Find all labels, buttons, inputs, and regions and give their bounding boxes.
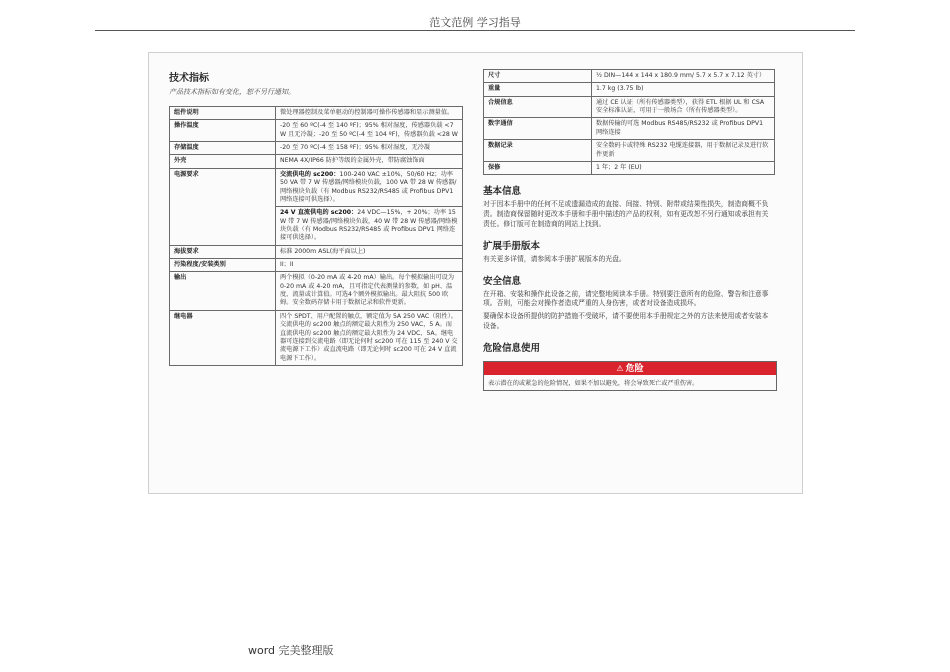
spec-key: 污染程度/安装类别 (170, 259, 276, 272)
danger-bar (484, 362, 776, 375)
spec-key: 重量 (484, 83, 592, 96)
spec-value: -20 至 60 ºC(-4 至 140 ºF)；95% 相对湿度，传感器负载 <7 W 且无冷凝；-20 至 50 ºC(-4 至 104 ºF)，传感器负载 <28 W (276, 120, 463, 142)
table-row (170, 272, 463, 310)
spec-value: NEMA 4X/IP66 防护等级的金属外壳，带防腐蚀饰面 (276, 155, 463, 168)
dc-power-label: 24 V 直流供电的 sc200： (280, 209, 358, 217)
spec-value: 数据传输的可选 Modbus RS485/RS232 或 Profibus DPV1 网络连接 (592, 118, 775, 140)
right-column (483, 69, 775, 391)
spec-key: 合规信息 (484, 96, 592, 118)
extended-manual-heading: 扩展手册版本 (483, 240, 541, 252)
spec-table-left (169, 106, 463, 366)
table-row (484, 140, 775, 162)
danger-usage-heading: 危险信息使用 (483, 342, 541, 354)
spec-key: 数据记录 (484, 140, 592, 162)
spec-key: 操作温度 (170, 120, 276, 142)
dc-power-text: 24 VDC—15%，+ 20%；功率 15 W 带 7 W 传感器/网络模块负载，40 W 带 28 W 传感器/网络模块负载（有 Modbus RS232/RS485 或 Profibus DPV1 网络连接可供选择）。 (280, 209, 458, 242)
spec-value: II；II (276, 259, 463, 272)
spec-value: 四个 SPDT、用户配置的触点，额定值为 5A 250 VAC（阻性）。交流供电的 sc200 触点的额定最大阻性为 250 VAC，5 A。而直流供电的 sc200 触点的额定最大阻性为 24 VDC、5A。继电器可连接到交流电路（即无论何时 sc200 可在 115 至 240 V 交流电源下工作）或直流电路（即无论何时 sc200 可在 24 V 直流电源下工作）。 (276, 310, 463, 365)
spec-title: 技术指标 (169, 73, 209, 84)
danger-label: 危险 (625, 363, 644, 374)
spec-key: 存储温度 (170, 142, 276, 155)
spec-value: 1.7 kg (3.75 lb) (592, 83, 775, 96)
spec-value: 两个模拟（0-20 mA 或 4-20 mA）输出。每个模拟输出可设为 0-20 mA 或 4-20 mA，且可指定代表测量的参数，如 pH、温度、流量或计算值。可选4个额外模拟输出。最大阻抗 500 欧姆。安全数码存储卡用于数据记录和软件更新。 (276, 272, 463, 310)
ac-power-label: 交流供电的 sc200： (280, 170, 340, 178)
table-row (484, 83, 775, 96)
spec-value: ½ DIN—144 x 144 x 180.9 mm/ 5.7 x 5.7 x 7.12 英寸） (592, 70, 775, 83)
danger-description: 表示潜在的或紧急的危险情况，如果不加以避免，将会导致死亡或严重伤害。 (488, 379, 699, 387)
spec-value: 微处理器控制及菜单驱动的控制器可操作传感器和显示测量值。 (276, 107, 463, 120)
table-row (484, 118, 775, 140)
spec-subtitle: 产品技术指标如有变化，恕不另行通知。 (169, 88, 295, 96)
spec-table-right (483, 69, 775, 175)
spec-value: 标准 2000m ASL(海平面以上) (276, 245, 463, 258)
ac-power-text: 100-240 VAC ±10%，50/60 Hz；功率 50 VA 带 7 W 传感器/网络模块负载，100 VA 带 28 W 传感器/网络模块负载（有 Modbus RS232/RS485 或 Profibus DPV1 网络连接可供选择）。 (280, 170, 457, 203)
spec-key: 输出 (170, 272, 276, 310)
spec-key: 海拔要求 (170, 245, 276, 258)
table-row (170, 168, 463, 206)
left-column (169, 69, 463, 366)
table-row (170, 120, 463, 142)
warning-triangle-icon: ⚠ (616, 363, 624, 373)
page-header: 范文范例 学习指导 (429, 16, 521, 29)
page-footer: word 完美整理版 (248, 644, 334, 657)
spec-value: 通过 CE 认证（所有传感器类型），获得 ETL 根据 UL 和 CSA 安全标准认证，可用于一般场合（所有传感器类型）。 (592, 96, 775, 118)
spec-key: 组件说明 (170, 107, 276, 120)
table-row (170, 245, 463, 258)
spec-key: 数字通信 (484, 118, 592, 140)
spec-value-ac (276, 168, 463, 206)
table-row (484, 70, 775, 83)
safety-info-text-2: 要确保本设备所提供的防护措施不受破坏，请不要使用本手册规定之外的方法来使用或者安装本设备。 (483, 312, 769, 331)
spec-value-dc (276, 207, 463, 245)
spec-key: 继电器 (170, 310, 276, 365)
spec-key: 外壳 (170, 155, 276, 168)
table-row (170, 142, 463, 155)
basic-info-heading: 基本信息 (483, 186, 522, 198)
extended-manual-text: 有关更多详情，请参阅本手册扩展版本的光盘。 (483, 254, 626, 263)
document-page (148, 52, 803, 494)
basic-info-text: 对于因本手册中的任何不足或遗漏造成的直接、间接、特别、附带或结果性损失，制造商概不负责。制造商保留随时更改本手册和手册中描述的产品的权利，如有更改恕不另行通知或承担有关责任。修订版可在制造商的网站上找到。 (483, 200, 769, 228)
table-row (170, 310, 463, 365)
spec-value: -20 至 70 ºC(-4 至 158 ºF)；95% 相对湿度，无冷凝 (276, 142, 463, 155)
danger-notice (483, 361, 777, 391)
spec-key: 电源要求 (170, 168, 276, 245)
table-row (170, 107, 463, 120)
spec-key: 尺寸 (484, 70, 592, 83)
safety-info-text-1: 在开箱、安装和操作此设备之前，请完整地阅读本手册。特别要注意所有的危险、警告和注意事项。否则，可能会对操作者造成严重的人身伤害，或者对设备造成损坏。 (483, 289, 769, 308)
table-row (170, 155, 463, 168)
spec-value: 安全数码卡或特殊 RS232 电缆连接器，用于数据记录及进行软件更新 (592, 140, 775, 162)
header-rule (95, 30, 855, 31)
spec-value: 1 年；2 年 (EU) (592, 161, 775, 174)
table-row (484, 96, 775, 118)
table-row (484, 161, 775, 174)
safety-info-heading: 安全信息 (483, 275, 522, 287)
table-row (170, 259, 463, 272)
spec-key: 保修 (484, 161, 592, 174)
